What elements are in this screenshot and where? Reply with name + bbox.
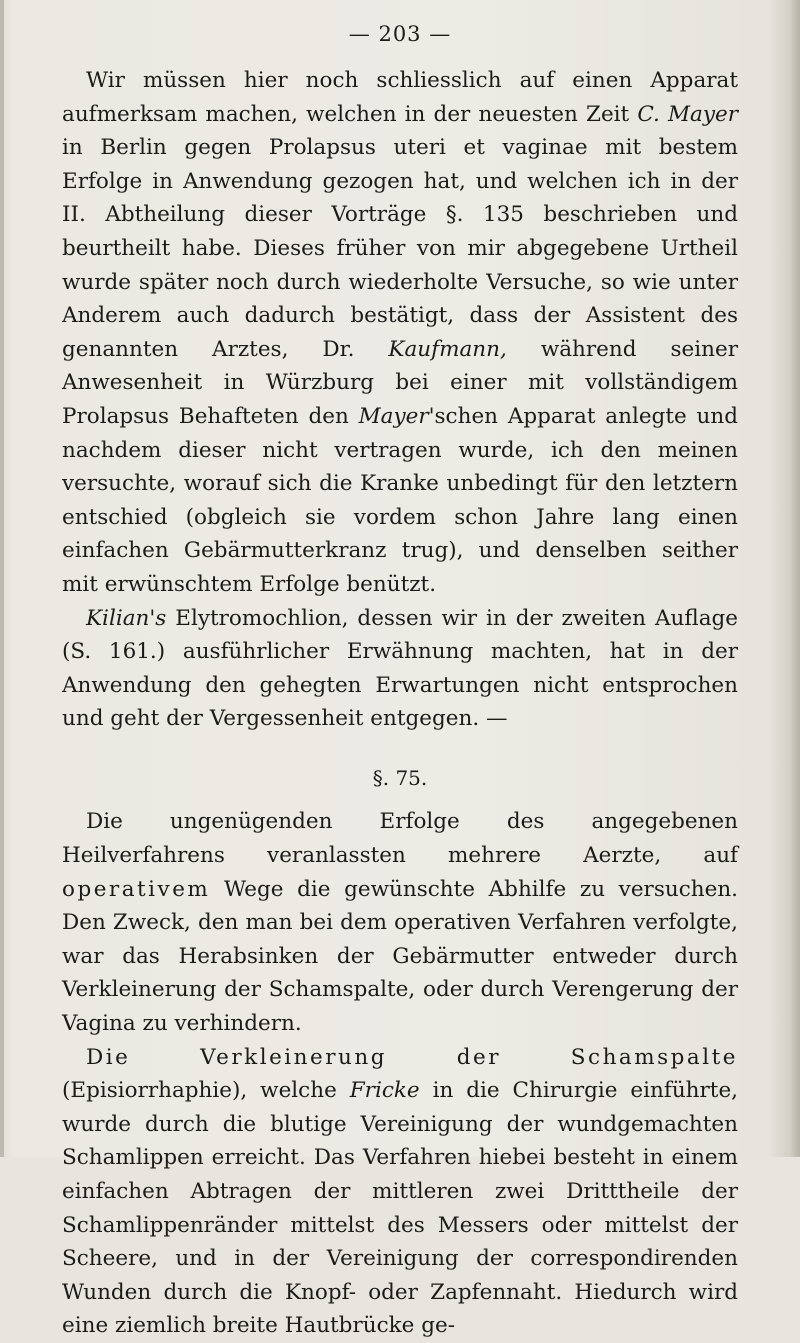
person-name: Mayer	[358, 403, 429, 429]
person-name: C. Mayer	[637, 101, 738, 127]
page-left-edge	[0, 0, 4, 1157]
person-name: Kaufmann,	[388, 336, 507, 362]
page-number: — 203 —	[348, 22, 452, 46]
emphasis-spaced: Die Verkleinerung der Schamspalte	[86, 1044, 738, 1070]
page-right-edge	[790, 0, 800, 1157]
paragraph-1: Wir müssen hier noch schliesslich auf einen Apparat aufmerksam machen, welchen in der neuesten Zeit C. Mayer in Berlin gegen Prolapsus uteri et vaginae mit bestem Erfolge in Anwendung gezogen hat, und welchen ich in der II. Abtheilung dieser Vorträge §. 135 beschrieben und beurtheilt habe. Dieses früher von mir abgegebene Urtheil wurde später noch durch wiederholte Versuche, so wie unter Anderem auch dadurch bestätigt, dass der Assistent des genannten Arztes, Dr. Kaufmann, während seiner Anwesenheit in Würzburg bei einer mit vollständigem Prolapsus Behafteten den Mayer'schen Apparat anlegte und nachdem dieser nicht vertragen wurde, ich den meinen versuchte, worauf sich die Kranke unbedingt für den letztern entschied (obgleich sie vordem schon Jahre lang einen einfachen Gebärmutterkranz trug), und denselben seither mit erwünschtem Erfolge benützt.	[62, 68, 738, 597]
person-name: Kilian's	[86, 605, 167, 631]
paragraph-4: Die Verkleinerung der Schamspalte (Episiorrhaphie), welche Fricke in die Chirurgie einführte, wurde durch die blutige Vereinigung der wundgemachten Schamlippen erreicht. Das Verfahren hiebei besteht in einem einfachen Abtragen der mittleren zwei Dritttheile der Schamlippenränder mittelst des Messers oder mittelst der Scheere, und in der Vereinigung der correspondirenden Wunden durch die Knopf- oder Zapfennaht. Hiedurch wird eine ziemlich breite Hautbrücke ge-	[62, 1044, 739, 1339]
paragraph-2: Kilian's Elytromochlion, dessen wir in der zweiten Auflage (S. 161.) ausführlicher Erwähnung machten, hat in der Anwendung den gehegten Erwartungen nicht entsprochen und geht der Vergessenheit entgegen. —	[62, 605, 738, 732]
text-block	[62, 64, 738, 1343]
section-heading: §. 75.	[372, 765, 428, 790]
paragraph-3: Die ungenügenden Erfolge des angegebenen Heilverfahrens veranlassten mehrere Aerzte, auf operativem Wege die gewünschte Abhilfe zu versuchen. Den Zweck, den man bei dem operativen Verfahren verfolgte, war das Herabsinken der Gebärmutter entweder durch Verkleinerung der Schamspalte, oder durch Verengerung der Vagina zu verhindern.	[62, 809, 738, 1037]
person-name: Fricke	[349, 1078, 420, 1104]
emphasis-spaced: operativem	[62, 876, 211, 902]
